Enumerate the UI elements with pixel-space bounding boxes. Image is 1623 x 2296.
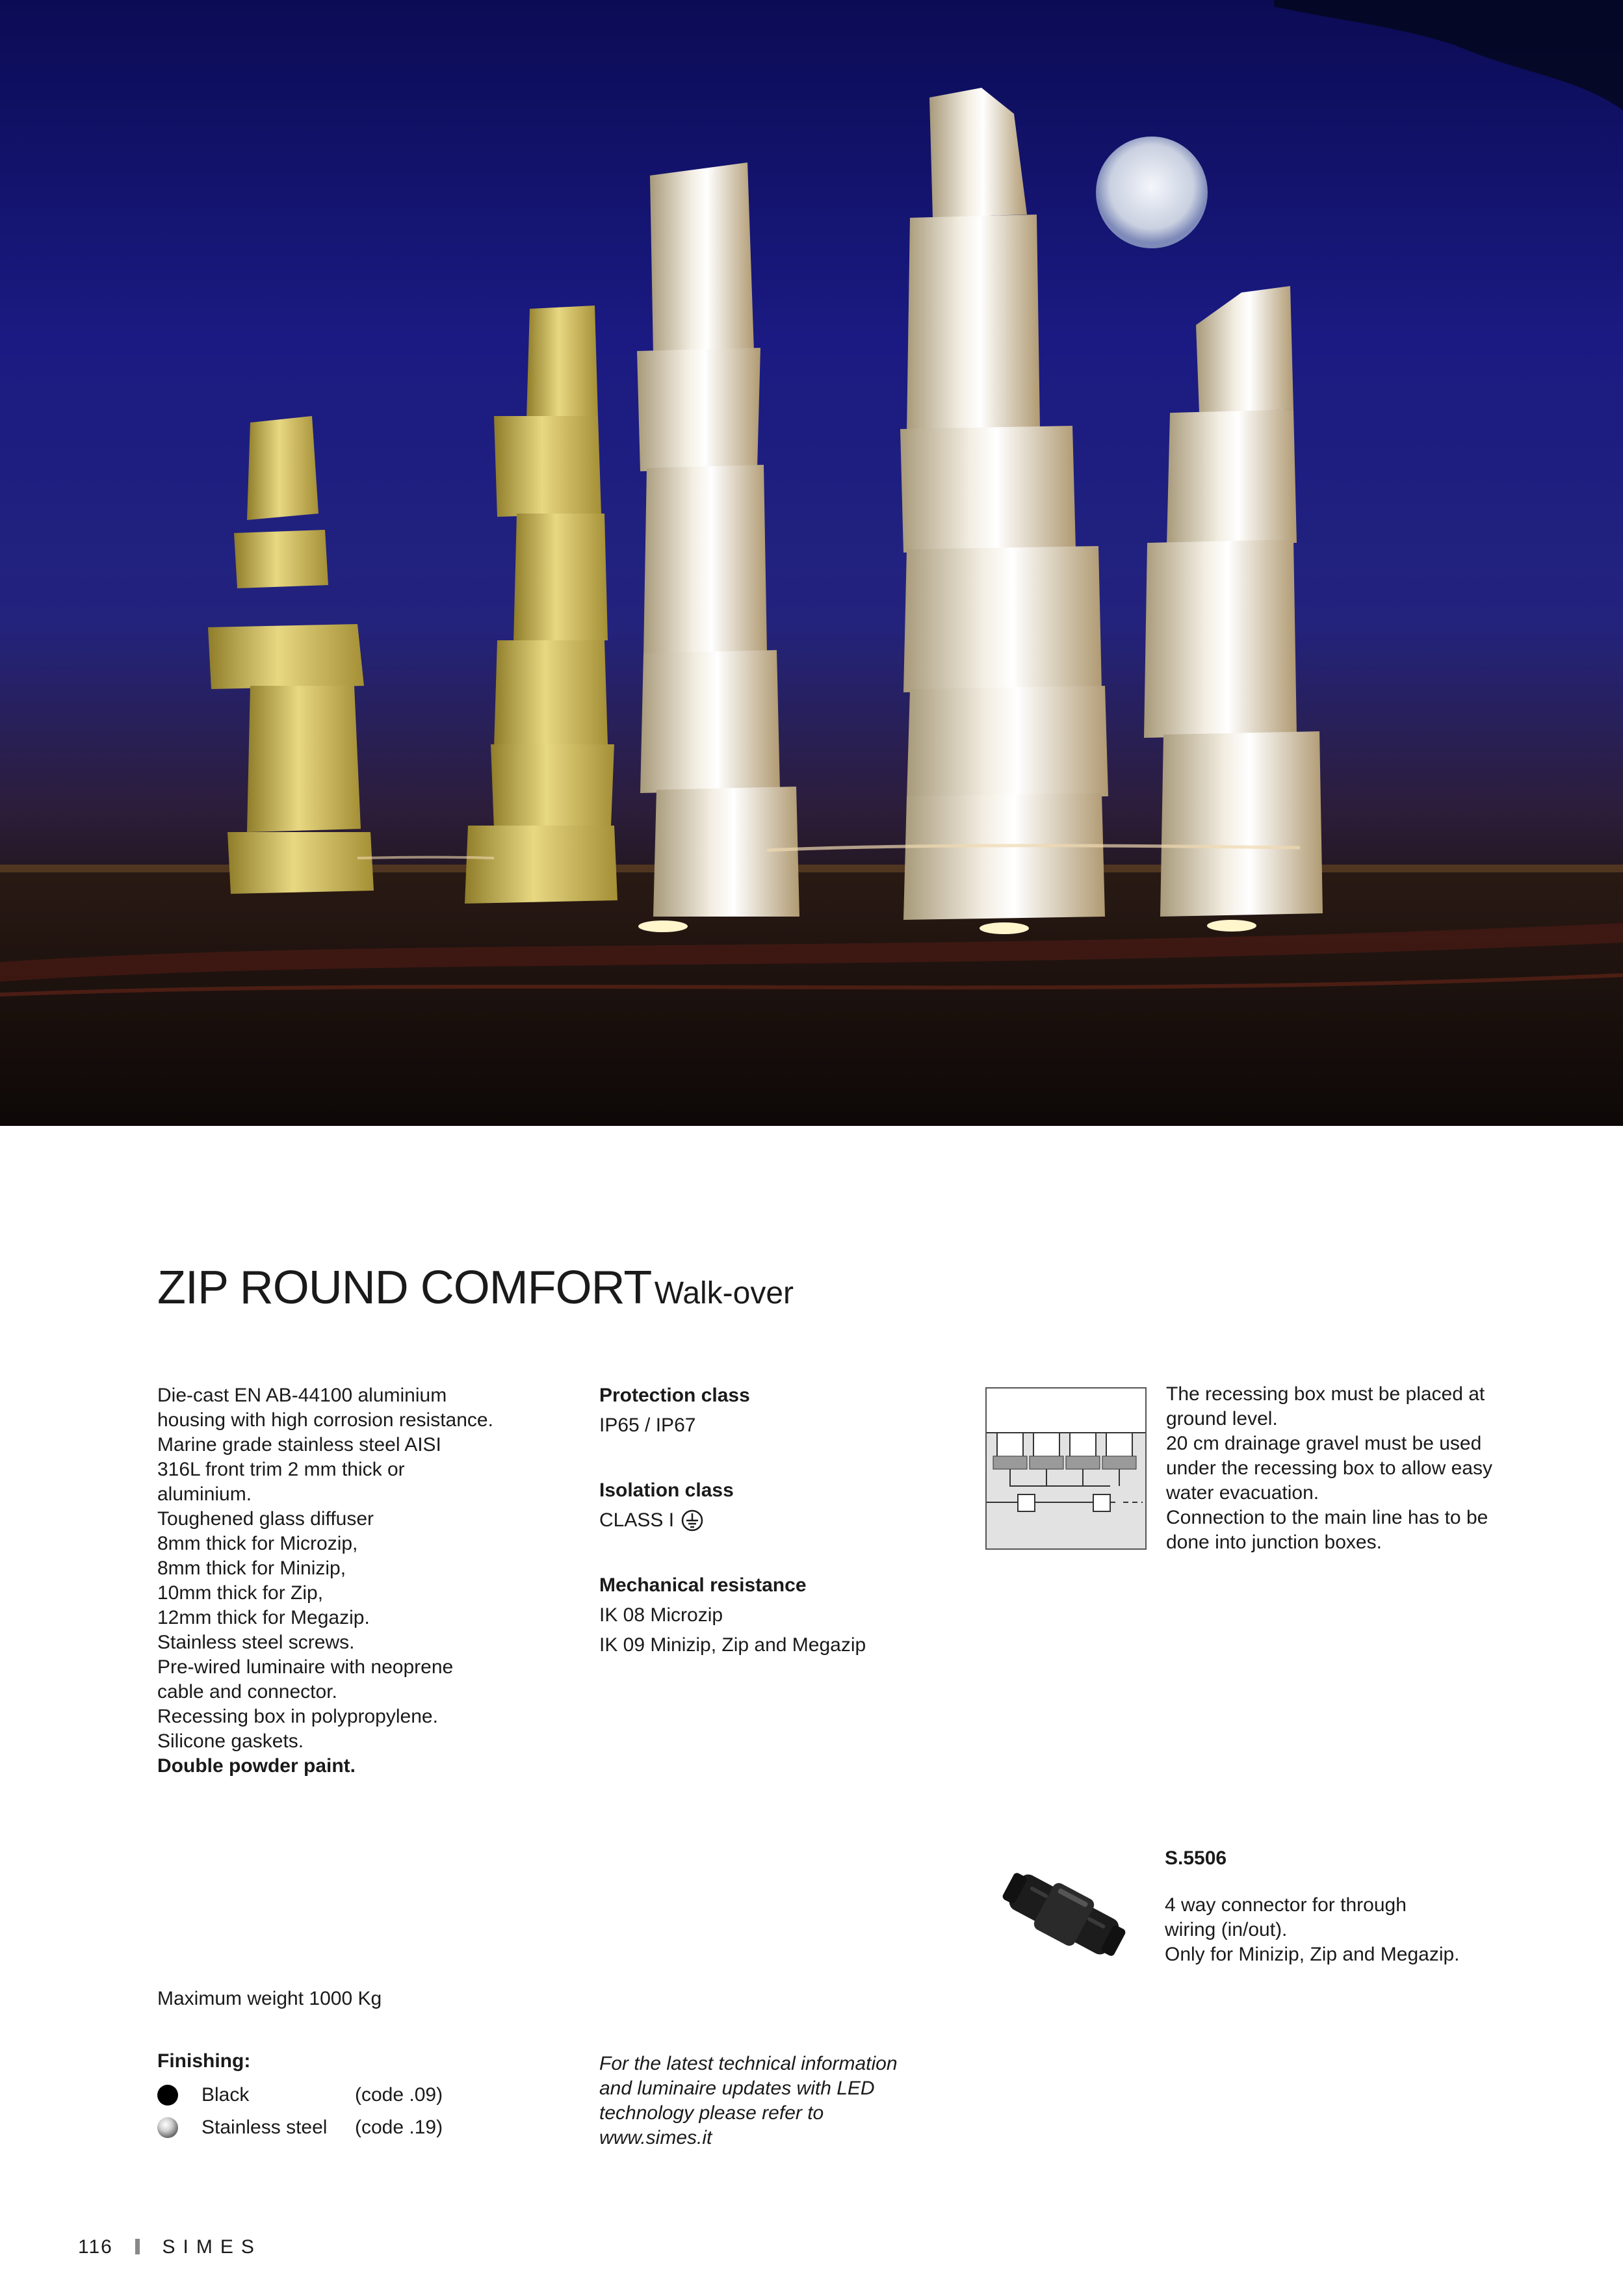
installation-line: under the recessing box to allow easy — [1166, 1457, 1492, 1479]
finish-name: Black — [201, 2084, 250, 2106]
product-title-sub: Walk-over — [654, 1276, 794, 1311]
description-line: cable and connector. — [157, 1681, 337, 1702]
earth-ground-icon — [681, 1509, 704, 1532]
description-line: 10mm thick for Zip, — [157, 1582, 324, 1604]
accessory-code: S.5506 — [1165, 1847, 1227, 1869]
note-line: and luminaire updates with LED — [599, 2078, 875, 2099]
maximum-weight: Maximum weight 1000 Kg — [157, 1988, 382, 2009]
description-line: Recessing box in polypropylene. — [157, 1706, 438, 1727]
note-line: technology please refer to — [599, 2102, 824, 2124]
description-line: Toughened glass diffuser — [157, 1508, 374, 1530]
finish-option-stainless — [157, 2111, 443, 2144]
connector-icon — [996, 1859, 1132, 1970]
installation-line: The recessing box must be placed at — [1166, 1383, 1485, 1405]
accessory-line: wiring (in/out). — [1165, 1919, 1288, 1940]
description-line: aluminium. — [157, 1483, 252, 1505]
description-line: 316L front trim 2 mm thick or — [157, 1459, 405, 1480]
page-number: 116 — [78, 2236, 113, 2258]
installation-line: 20 cm drainage gravel must be used — [1166, 1433, 1482, 1454]
finishing-block — [157, 2049, 443, 2144]
description-line: 8mm thick for Microzip, — [157, 1533, 358, 1554]
page-footer — [78, 2236, 262, 2258]
description-line: Silicone gaskets. — [157, 1730, 304, 1752]
protection-class-value: IP65 / IP67 — [599, 1415, 696, 1436]
accessory-line: 4 way connector for through — [1165, 1894, 1407, 1916]
isolation-class-label: Isolation class — [599, 1480, 734, 1501]
finish-name: Stainless steel — [201, 2117, 328, 2138]
finishing-label: Finishing: — [157, 2050, 251, 2072]
night-sculptures-illustration — [0, 0, 1623, 1126]
mechanical-resistance-label: Mechanical resistance — [599, 1574, 807, 1596]
isolation-class-row — [599, 1508, 963, 1533]
mechanical-resistance-line: IK 09 Minizip, Zip and Megazip — [599, 1634, 866, 1656]
description-line: Die-cast EN AB-44100 aluminium — [157, 1385, 447, 1406]
brand-name: SIMES — [162, 2236, 262, 2258]
technical-note — [599, 2052, 898, 2150]
product-title-main: ZIP ROUND COMFORT — [157, 1262, 652, 1314]
note-line: For the latest technical information — [599, 2053, 898, 2074]
description-line: Marine grade stainless steel AISI — [157, 1434, 441, 1455]
isolation-class-value: CLASS I — [599, 1509, 675, 1531]
installation-line: water evacuation. — [1166, 1482, 1319, 1504]
description-line: 12mm thick for Megazip. — [157, 1607, 370, 1628]
connector-image — [996, 1859, 1132, 1970]
note-url[interactable]: www.simes.it — [599, 2127, 712, 2148]
black-swatch-icon — [157, 2085, 178, 2106]
accessory-line: Only for Minizip, Zip and Megazip. — [1165, 1944, 1460, 1965]
finish-code: (code .19) — [355, 2117, 443, 2138]
stainless-steel-swatch-icon — [157, 2117, 178, 2138]
installation-line: ground level. — [1166, 1408, 1278, 1429]
description-block — [157, 1383, 493, 1779]
protection-class-label: Protection class — [599, 1385, 750, 1406]
product-title — [157, 1261, 794, 1314]
description-line: Pre-wired luminaire with neoprene — [157, 1656, 454, 1678]
installation-line: Connection to the main line has to be — [1166, 1507, 1488, 1528]
installation-notes — [1166, 1382, 1492, 1555]
finish-code: (code .09) — [355, 2084, 443, 2106]
footer-separator — [135, 2239, 140, 2254]
specs-block — [599, 1383, 963, 1658]
description-bold-line: Double powder paint. — [157, 1755, 356, 1777]
installation-diagram — [985, 1387, 1147, 1550]
mechanical-resistance-line: IK 08 Microzip — [599, 1604, 723, 1626]
accessory-block — [1165, 1846, 1460, 1967]
description-line: 8mm thick for Minizip, — [157, 1558, 346, 1579]
installation-line: done into junction boxes. — [1166, 1532, 1382, 1553]
description-line: Stainless steel screws. — [157, 1632, 355, 1653]
finish-option-black — [157, 2079, 443, 2111]
recessing-box-diagram — [987, 1389, 1145, 1548]
description-line: housing with high corrosion resistance. — [157, 1409, 493, 1431]
hero-photo — [0, 0, 1623, 1126]
